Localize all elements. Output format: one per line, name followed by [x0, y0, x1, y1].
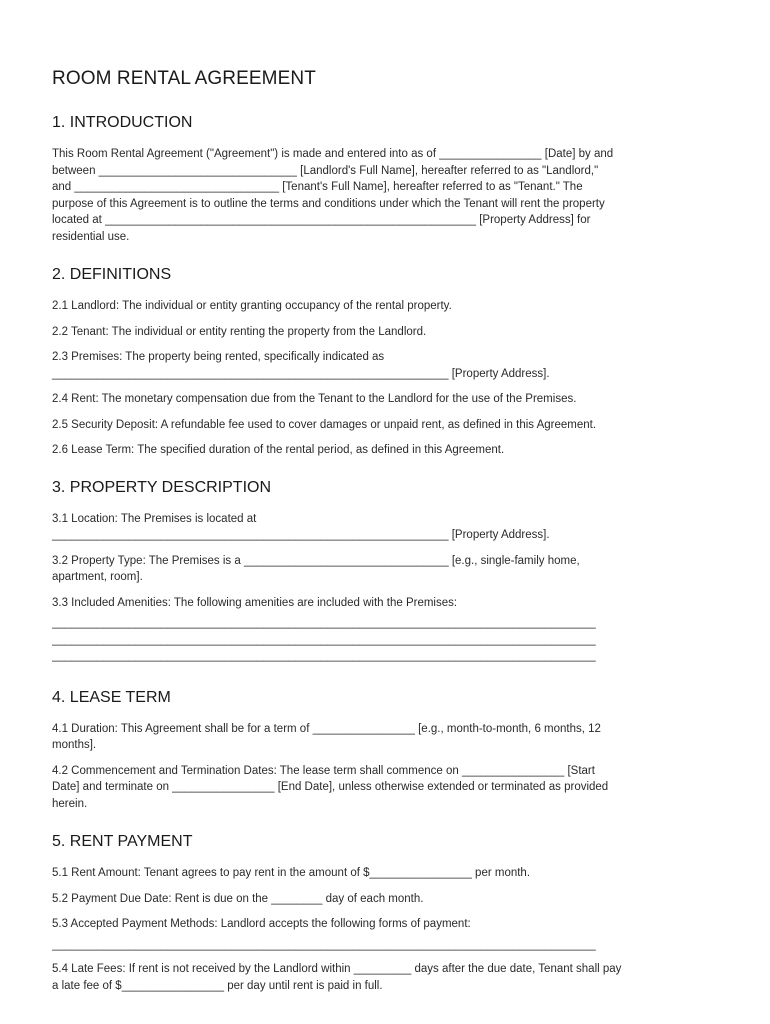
text-line: 4.1 Duration: This Agreement shall be for a term of ________________ [e.g., month-to-month, 6 months, 12: [52, 722, 601, 735]
text-line: a late fee of $________________ per day until rent is paid in full.: [52, 979, 383, 992]
text-line: ______________________________________________________________ [Property Address].: [52, 529, 550, 541]
clause-3-1: [52, 511, 720, 544]
amenity-blank-line: _____________________________________________________________________________________: [52, 650, 596, 662]
text-line: This Room Rental Agreement ("Agreement") is made and entered into as of ________________ [Date] by and: [52, 148, 614, 160]
section-introduction: [52, 114, 720, 245]
text-line: months].: [52, 739, 97, 751]
section-lease-term: [52, 689, 720, 813]
clause-5-1: [52, 865, 720, 882]
text-line: 2.1 Landlord: The individual or entity granting occupancy of the rental property.: [52, 300, 452, 312]
clause-5-4: [52, 961, 720, 994]
section-heading: 1. INTRODUCTION: [52, 114, 193, 131]
clause-2-6: [52, 442, 720, 459]
section-heading: 5. RENT PAYMENT: [52, 833, 193, 850]
introduction-paragraph: [52, 146, 720, 245]
text-line: and ________________________________ [Tenant's Full Name], hereafter referred to as "Tenant." The: [52, 181, 583, 193]
amenity-blank-line: _____________________________________________________________________________________: [52, 633, 596, 646]
text-line: 3.3 Included Amenities: The following amenities are included with the Premises:: [52, 596, 458, 609]
text-line: ______________________________________________________________ [Property Address].: [52, 367, 550, 380]
text-line: residential use.: [52, 230, 130, 243]
clause-2-4: [52, 391, 720, 408]
clause-4-1: [52, 721, 720, 754]
text-line: located at __________________________________________________________ [Property Address] for: [52, 214, 591, 226]
text-line: apartment, room].: [52, 571, 143, 583]
section-rent-payment: [52, 833, 720, 994]
clause-2-1: [52, 298, 720, 315]
clause-4-2: [52, 763, 720, 813]
text-line: herein.: [52, 797, 88, 810]
text-line: 4.2 Commencement and Termination Dates: The lease term shall commence on ________________ [Start: [52, 764, 595, 777]
payment-methods-blank-line: _____________________________________________________________________________________: [52, 938, 596, 951]
section-property-description: [52, 479, 720, 665]
text-line: 5.2 Payment Due Date: Rent is due on the ________ day of each month.: [52, 892, 424, 905]
section-heading: 3. PROPERTY DESCRIPTION: [52, 478, 272, 496]
text-line: 2.6 Lease Term: The specified duration of the rental period, as defined in this Agreement.: [52, 444, 505, 456]
text-line: between _______________________________ [Landlord's Full Name], hereafter referred to as "Landlord,": [52, 164, 599, 177]
clause-3-3: [52, 595, 720, 612]
amenity-blank-line: _____________________________________________________________________________________: [52, 617, 596, 629]
clause-3-2: [52, 553, 720, 586]
text-line: 3.1 Location: The Premises is located at: [52, 512, 257, 525]
section-heading: 2. DEFINITIONS: [52, 266, 172, 283]
text-line: 5.3 Accepted Payment Methods: Landlord accepts the following forms of payment:: [52, 918, 471, 930]
text-line: Date] and terminate on ________________ [End Date], unless otherwise extended or terminated as provided: [52, 781, 609, 793]
clause-5-2: [52, 891, 720, 908]
text-line: 3.2 Property Type: The Premises is a ________________________________ [e.g., single-family home,: [52, 554, 580, 567]
amenities-blank-lines: [52, 615, 720, 665]
clause-5-3: [52, 916, 720, 933]
clause-2-3: [52, 349, 720, 382]
text-line: 5.4 Late Fees: If rent is not received by the Landlord within _________ days after the due date, Tenant shall pay: [52, 963, 622, 975]
text-line: 2.4 Rent: The monetary compensation due from the Tenant to the Landlord for the use of the Premises.: [52, 393, 577, 405]
clause-2-2: [52, 324, 720, 341]
text-line: 2.5 Security Deposit: A refundable fee used to cover damages or unpaid rent, as defined in this Agreement.: [52, 418, 597, 431]
clause-2-5: [52, 417, 720, 434]
section-definitions: [52, 266, 720, 459]
text-line: purpose of this Agreement is to outline the terms and conditions under which the Tenant will rent the property: [52, 197, 605, 210]
section-heading: 4. LEASE TERM: [52, 688, 171, 706]
text-line: 5.1 Rent Amount: Tenant agrees to pay rent in the amount of $________________ per month.: [52, 867, 531, 879]
document-title: ROOM RENTAL AGREEMENT: [52, 68, 316, 89]
text-line: 2.2 Tenant: The individual or entity renting the property from the Landlord.: [52, 325, 427, 338]
text-line: 2.3 Premises: The property being rented, specifically indicated as: [52, 351, 385, 363]
